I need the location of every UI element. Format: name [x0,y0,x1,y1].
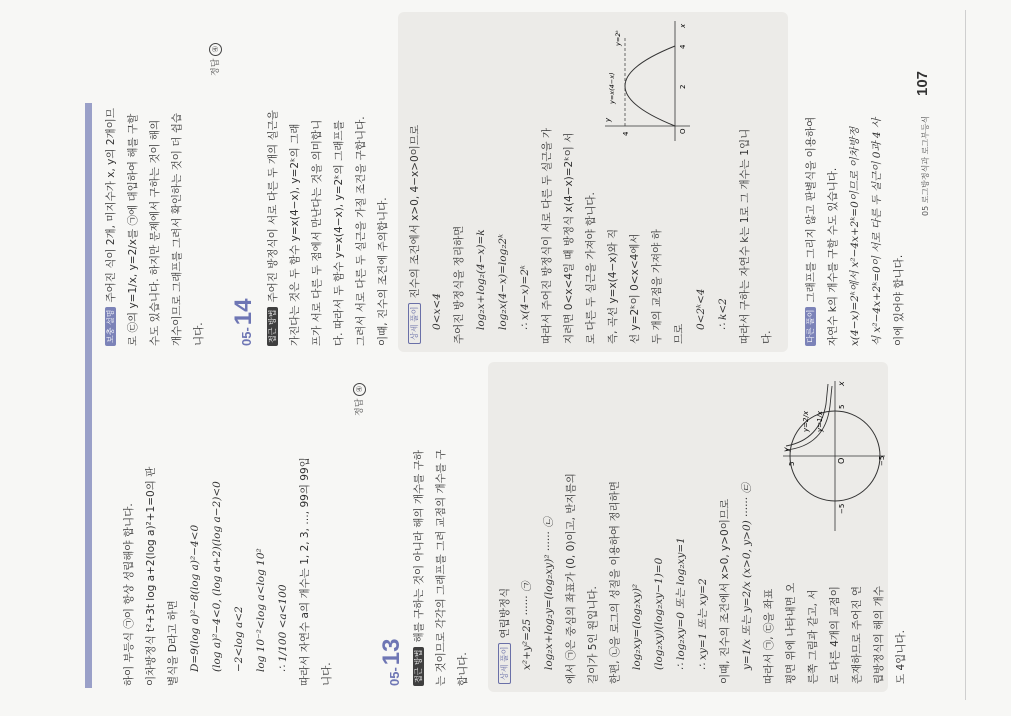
equation: 0<x<4 [431,293,443,330]
problem-13-circle-graph [780,376,890,536]
tick-label: −5 [878,455,886,466]
text-line: 개수이므로 그래프를 그려서 확인하는 것이 더 쉽습 [171,112,183,346]
equation: ∴ 1/100 <a<100 [277,584,289,672]
text-line: 따라서 자연수 a의 개수는 1, 2, 3, …, 99의 99입 [299,457,311,686]
text-line: 다. 따라서 두 함수 y=x(4−x), y=2ᵏ의 그래프를 [333,120,345,346]
text-line: 그려서 서로 다른 두 실근을 가질 조건을 구합니다. [355,116,367,346]
equation: x(4−x)=2ᵏ에서 x²−4x+2ᵏ=0이므로 이차방정 [849,126,861,346]
tick-label: 5 [838,404,846,409]
text-line: 따라서 주어진 방정식이 서로 다른 두 실근을 가 [541,127,553,344]
tick-label: −5 [838,503,846,514]
text-line: 로 다른 4개의 교점이 [829,586,841,684]
equation: ∴ k<2 [717,298,729,330]
problem-13-number [378,639,406,687]
equation: ∴ log₂xy=0 또는 log₂xy=1 [675,537,687,670]
curve-label: y=x(4−x) [608,72,616,104]
equation: D=9(log a)²−8(log a)²−4<0 [189,524,201,672]
tick-label: 2 [679,84,687,89]
text-line: 로 ㉢의 y=1/x, y=2/x를 ㉠에 대입하여 해를 구할 [127,113,139,346]
tick-label: 5 [788,461,796,466]
equation: 식 x²−4x+2ᵏ=0이 서로 다른 두 실근이 0과 4 사 [871,117,883,346]
equation: log₂x+log₂y=(log₂xy)² ······ ㉡ [543,517,555,670]
equation: ∴ x(4−x)=2ᵏ [519,265,531,330]
problem-14-parabola-graph [600,16,695,146]
text-line: 평면 위에 나타내면 오 [785,582,797,684]
text-line: 니다. [193,322,205,346]
text-line: 따라서 구하는 자연수 k는 1로 그 개수는 1입니 [739,128,751,344]
text-line: 다. [761,330,773,344]
problem-prefix: 05- [387,667,402,686]
text-line: 에서 ㉠은 중심의 좌표가 (0, 0)이고, 반지름의 [565,473,577,684]
detail-tag: 상세 풀이 [408,303,421,344]
text-line: 하이 부등식 ㉠이 항상 성립해야 합니다. [123,503,135,686]
equation: x²+y²=25 ······ ㉠ [521,581,533,670]
parabola-curve [625,46,675,126]
equation: log₂x(4−x)=log₂2ᵏ [497,233,509,330]
note-tag: 보충 설명 [105,307,116,346]
text-line: 합니다. [457,652,469,686]
text-line: 가진다는 것은 두 함수 y=x(4−x), y=2ᵏ의 그래 [289,123,301,346]
supplementary-note [100,16,210,346]
text-line: 자연수 k의 개수를 구할 수도 있습니다. [827,167,839,346]
equation: (log a)²−4<0, (log a+2)(log a−2)<0 [211,481,223,672]
problem-13-intro [408,366,474,686]
text-line: 프가 서로 다른 두 점에서 만난다는 것을 의미합니 [311,119,323,346]
equation: (log₂xy)(log₂xy−1)=0 [653,557,665,670]
answer-label: 정답 [211,58,221,76]
problem-number: 14 [230,298,257,326]
text-line: 이차방정식 t²+3t log a+2(log a)²+1=0의 판 [145,466,157,686]
equation: log₂x+log₂(4−x)=k [475,229,487,330]
equation: y=1/x 또는 y=2/x (x>0, y>0) ······ ㉢ [741,483,753,670]
text-line: 선 y=2ᵏ이 0<x<4에서 [629,233,641,344]
answer-label: 정답 [355,398,365,416]
text-line: 주어진 식이 2개, 미지수가 x, y의 2개이므 [105,108,117,303]
text-line: 진수의 조건에서 x>0, 4−x>0이므로 [409,124,421,299]
text-line: 따라서 ㉠, ㉢을 좌표 [763,588,775,684]
axis-label-y: y [604,117,612,122]
text-line: 는 것이므로 각각의 그래프를 그려 교점의 개수를 구 [435,449,447,686]
answer-mark [208,43,222,76]
problem-14-intro [262,16,394,346]
text-line: 로 다른 두 실근을 가져야 합니다. [585,192,597,344]
text-line: 해를 구하는 것이 아니라 해의 개수를 구하 [413,450,425,643]
equation: log₂xy=(log₂xy)² [631,583,643,670]
problem-14-solution [404,14,778,344]
detail-tag: 상세 풀이 [498,643,511,684]
curve-label: y=2ᵏ [614,29,622,46]
text-line: 른쪽 그림과 같고, 서 [807,589,819,684]
text-line: 니다. [321,662,333,686]
answer-value: ④ [209,43,222,56]
origin-label: O [837,457,846,464]
chapter-footer: 05 로그방정식과 로그부등식 [921,115,930,216]
equation: 0<2ᵏ<4 [695,288,707,330]
text-line: 별식을 D라고 하면 [167,600,179,686]
text-line: 그래프를 그리지 않고 판별식을 이용하여 [805,116,817,303]
text-line: 존재하므로 주어진 연 [851,586,863,684]
text-line: 주어진 방정식이 서로 다른 두 개의 실근을 [267,110,279,303]
tick-label: 4 [622,131,630,136]
text-line: 수도 있습니다. 하지만 문제에서 구하는 것이 해의 [149,119,161,346]
origin-label: O [679,128,687,134]
text-line: 이때, 진수의 조건에 주의합니다. [377,197,389,346]
text-line: 므로 [673,323,685,344]
text-line: 지려면 0<x<4일 때 방정식 x(4−x)=2ᵏ이 서 [563,132,575,344]
approach-tag: 접근 방법 [267,307,278,346]
problem-prefix: 05- [239,327,254,346]
approach-tag: 접근 방법 [413,647,424,686]
text-line: 립방정식의 해의 개수 [873,586,885,684]
axis-label-y: y [782,447,791,452]
problem-14-number [230,299,258,347]
text-line: 도 4입니다. [895,630,907,684]
equation: log 10⁻²<log a<log 10² [255,548,267,672]
text-line: 이때, 진수의 조건에서 x>0, y>0이므로 [719,498,731,684]
alternative-solution [800,16,910,346]
text-line: 한편, ㉡을 로그의 성질을 이용하여 정리하면 [609,481,621,684]
text-line: 길이가 5인 원입니다. [587,586,599,684]
text-line: 두 개의 교점을 가져야 하 [651,229,663,344]
problem-number: 13 [378,638,405,666]
answer-mark [352,383,366,416]
equation: −2<log a<2 [233,606,245,672]
tick-label: 4 [679,44,687,49]
alt-solution-tag: 다른 풀이 [805,307,816,346]
curve-label: y=1/x [816,411,824,432]
axis-label-x: x [837,381,846,386]
axis-label-x: x [679,23,687,28]
left-column [118,366,338,686]
text-line: 주어진 방정식을 정리하면 [453,225,465,344]
page-number: 107 [914,70,931,96]
answer-value: ④ [353,383,366,396]
equation: ∴ xy=1 또는 xy=2 [697,578,709,670]
curve-label: y=2/x [802,411,810,432]
text-line: 연립방정식 [499,587,511,639]
text-line: 즉, 곡선 y=x(4−x)와 직 [607,228,619,344]
text-line: 이에 있어야 합니다. [893,254,905,346]
